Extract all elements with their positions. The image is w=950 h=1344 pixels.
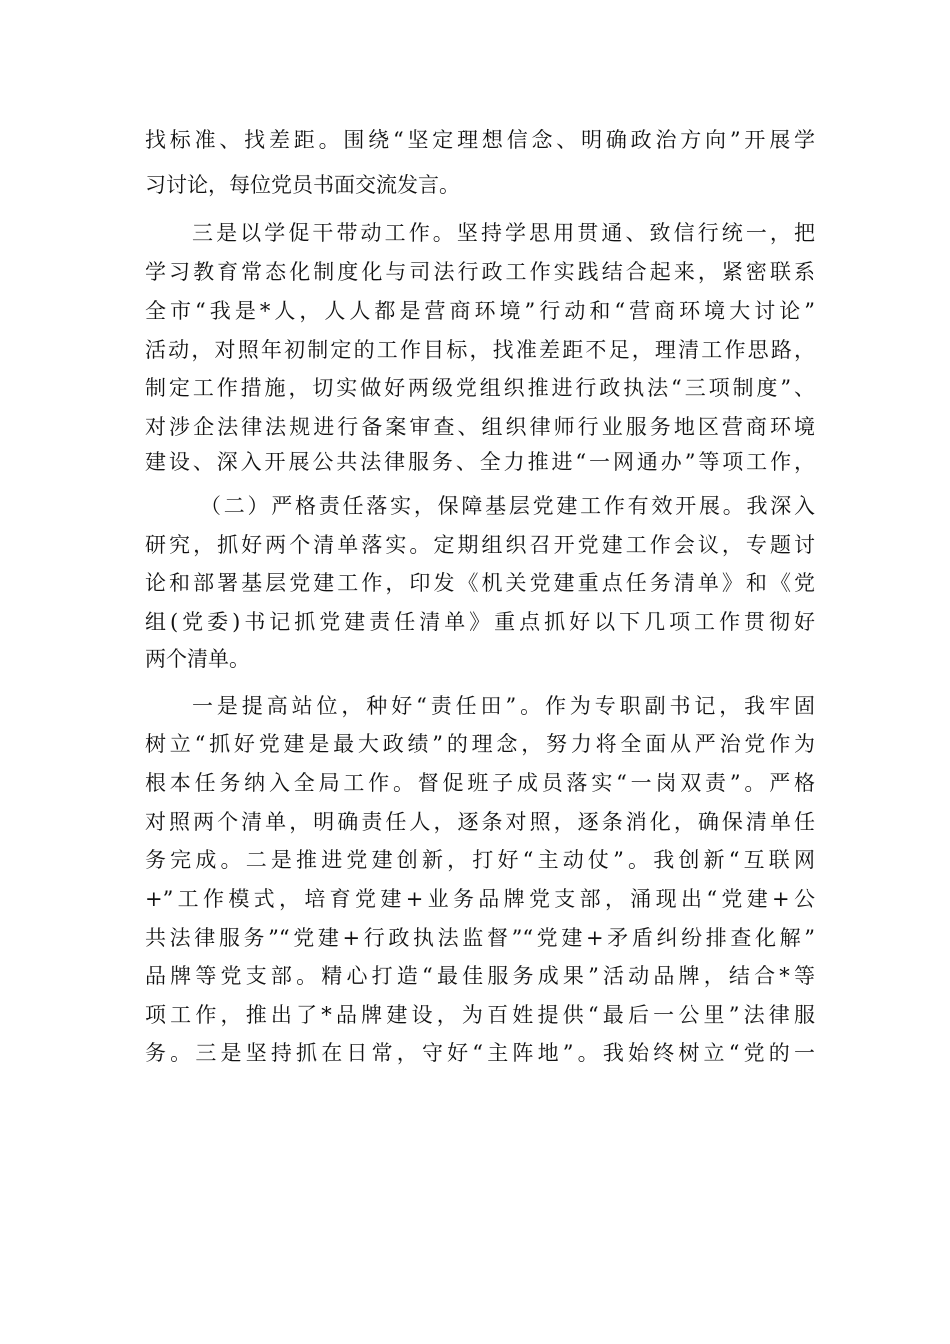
text-line: 找标准、找差距。围绕“坚定理想信念、明确政治方向”开展学 (145, 128, 815, 152)
text-line: 品牌等党支部。精心打造“最佳服务成果”活动品牌，结合*等 (145, 964, 815, 988)
text-line: 论和部署基层党建工作，印发《机关党建重点任务清单》和《党 (145, 571, 815, 595)
text-line: 对照两个清单，明确责任人，逐条对照，逐条消化，确保清单任 (145, 810, 815, 834)
text-line: +”工作模式，培育党建+业务品牌党支部，涌现出“党建+公 (145, 887, 815, 911)
text-line: 对涉企法律法规进行备案审查、组织律师行业服务地区营商环境 (145, 415, 815, 439)
text-line: 学习教育常态化制度化与司法行政工作实践结合起来，紧密联系 (145, 260, 815, 284)
text-line: 习讨论，每位党员书面交流发言。 (145, 173, 460, 197)
text-line: 项工作，推出了*品牌建设，为百姓提供“最后一公里”法律服 (145, 1003, 815, 1027)
text-line: 根本任务纳入全局工作。督促班子成员落实“一岗双责”。严格 (145, 771, 815, 795)
section-heading-line: （二）严格责任落实，保障基层党建工作有效开展。我深入 (200, 494, 815, 518)
text-line: 组(党委)书记抓党建责任清单》重点抓好以下几项工作贯彻好 (145, 610, 815, 634)
text-line: 两个清单。 (145, 647, 250, 671)
text-line: 制定工作措施，切实做好两级党组织推进行政执法“三项制度”、 (145, 376, 815, 400)
text-line: 研究，抓好两个清单落实。定期组织召开党建工作会议，专题讨 (145, 533, 815, 557)
paragraph-first-line: 三是以学促干带动工作。坚持学思用贯通、致信行统一，把 (192, 221, 815, 245)
text-line: 务。三是坚持抓在日常，守好“主阵地”。我始终树立“党的一 (145, 1041, 815, 1065)
text-line: 务完成。二是推进党建创新，打好“主动仗”。我创新“互联网 (145, 848, 815, 872)
text-line: 全市“我是*人，人人都是营商环境”行动和“营商环境大讨论” (145, 299, 815, 323)
text-line: 共法律服务”“党建+行政执法监督”“党建+矛盾纠纷排查化解” (145, 926, 815, 950)
text-line: 树立“抓好党建是最大政绩”的理念，努力将全面从严治党作为 (145, 732, 815, 756)
text-line: 活动，对照年初制定的工作目标，找准差距不足，理清工作思路， (145, 338, 815, 362)
text-line: 建设、深入开展公共法律服务、全力推进“一网通办”等项工作， (145, 450, 815, 474)
paragraph-first-line: 一是提高站位，种好“责任田”。作为专职副书记，我牢固 (192, 694, 815, 718)
